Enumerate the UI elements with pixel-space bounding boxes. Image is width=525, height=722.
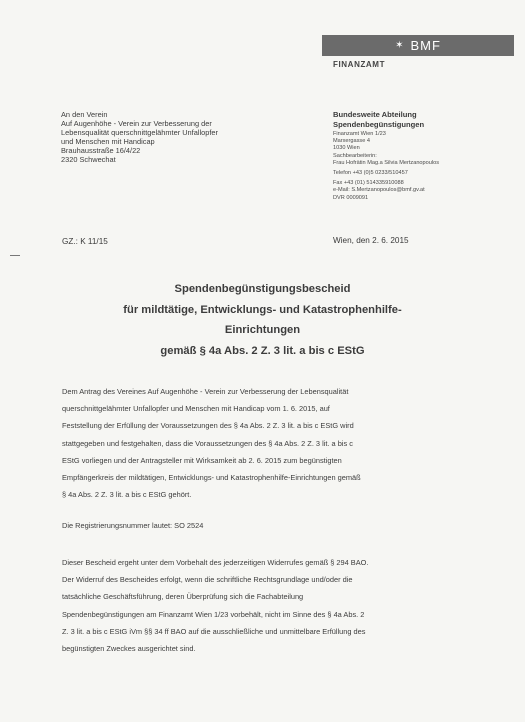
office-subtitle: Spendenbegünstigungen	[333, 119, 425, 129]
paragraph-line: EStG vorliegen und der Antragsteller mit Wirksamkeit ab 2. 6. 2015 zum begünstigten	[62, 455, 342, 465]
finanzamt-label: FINANZAMT	[333, 60, 386, 69]
title-line: Einrichtungen	[224, 324, 301, 336]
eagle-emblem-icon: ✶	[395, 40, 405, 51]
paragraph-line: begünstigten Zweckes ausgerichtet sind.	[62, 644, 196, 654]
recipient-address	[61, 111, 218, 164]
paragraph-line: Dem Antrag des Vereines Auf Augenhöhe - Verein zur Verbesserung der Lebensqualität	[62, 387, 349, 396]
registration-line: Die Registrierungsnummer lautet: SO 2524	[62, 521, 204, 530]
office-detail: e-Mail: S.Mertzanopoulos@bmf.gv.at	[333, 187, 425, 194]
logo-text: BMF	[410, 38, 441, 53]
office-detail: DVR 0009091	[333, 194, 369, 201]
recipient-line: An den Verein	[61, 110, 108, 119]
fold-mark	[10, 255, 20, 256]
recipient-line: Auf Augenhöhe - Verein zur Verbesserung der	[61, 118, 212, 128]
office-detail: Marxergasse 4	[333, 138, 370, 144]
document-title	[0, 279, 525, 361]
paragraph-line: Dieser Bescheid ergeht unter dem Vorbehalt des jederzeitigen Widerrufes gemäß § 294 BAO.	[62, 558, 369, 567]
office-detail: Telefon +43 (0)5 0233/510457	[333, 169, 408, 176]
office-detail: Sachbearbeiterin:	[333, 152, 377, 159]
recipient-line: und Menschen mit Handicap	[61, 136, 155, 146]
office-detail: Fax +43 (01) 514335910088	[333, 180, 404, 187]
title-line: gemäß § 4a Abs. 2 Z. 3 lit. a bis c EStG	[160, 344, 365, 357]
paragraph-line: Der Widerruf des Bescheides erfolgt, wenn die schriftliche Rechtsgrundlage und/oder die	[62, 575, 353, 585]
paragraph-line: Empfängerkreis der mildtätigen, Entwicklungs- und Katastrophenhilfe-Einrichtungen gemäß	[62, 473, 361, 483]
title-line: Spendenbegünstigungsbescheid	[174, 283, 351, 295]
office-detail: Frau Hofrätin Mag.a Silvia Mertzanopoulos	[333, 160, 440, 167]
title-line: für mildtätige, Entwicklungs- und Katastrophenhilfe-	[123, 303, 402, 316]
office-detail: 1030 Wien	[333, 145, 360, 152]
reference-number: GZ.: K 11/15	[62, 237, 108, 246]
paragraph-line: stattgegeben und festgehalten, dass die Voraussetzungen des § 4a Abs. 2 Z. 3 lit. a bis c	[62, 438, 353, 448]
paragraph-line: Spendenbegünstigungen am Finanzamt Wien 1/23 vorbehält, nicht im Sinne des § 4a Abs. 2	[62, 609, 365, 619]
recipient-line: Lebensqualität querschnittgelähmter Unfallopfer	[61, 127, 218, 137]
paragraph-line: Feststellung der Erfüllung der Voraussetzungen des § 4a Abs. 2 Z. 3 lit. a bis c EStG wird	[62, 421, 354, 431]
paragraph-line: Z. 3 lit. a bis c EStG iVm §§ 34 ff BAO auf die ausschließliche und unmittelbare Erfüllung des	[62, 626, 366, 636]
paragraph-line: § 4a Abs. 2 Z. 3 lit. a bis c EStG gehört.	[62, 490, 192, 500]
registration-number	[62, 517, 482, 534]
paragraph-line: tatsächliche Geschäftsführung, deren Überprüfung sich die Fachabteilung	[62, 592, 304, 602]
recipient-line: Brauhausstraße 16/4/22	[61, 145, 141, 155]
document-date: Wien, den 2. 6. 2015	[333, 236, 409, 245]
bmf-logo	[322, 35, 514, 56]
recipient-line: 2320 Schwechat	[61, 154, 116, 164]
paragraph-line: querschnittgelähmter Unfallopfer und Menschen mit Handicap vom 1. 6. 2015, auf	[62, 404, 330, 414]
decision-paragraph	[62, 383, 482, 503]
office-detail: Finanzamt Wien 1/23	[333, 130, 386, 137]
office-block	[333, 110, 513, 202]
office-title: Bundesweite Abteilung	[333, 110, 417, 119]
revocation-paragraph	[62, 554, 482, 657]
